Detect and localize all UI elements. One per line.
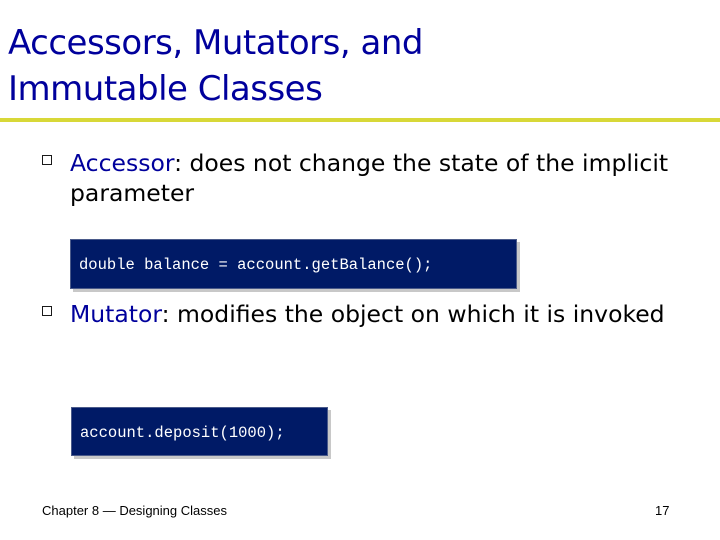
bullet-text: : does not change the state of the implicit parameter xyxy=(70,149,669,207)
page-number: 17 xyxy=(655,503,670,518)
code-snippet-accessor: double balance = account.getBalance(); xyxy=(70,239,517,289)
code-snippet-mutator: account.deposit(1000); xyxy=(71,407,328,456)
hollow-square-bullet-icon xyxy=(42,306,52,316)
bullet-text: : modifies the object on which it is invoked xyxy=(161,300,665,328)
bullet-accessor xyxy=(70,148,680,208)
title-divider xyxy=(0,118,720,122)
slide-title xyxy=(8,20,423,112)
hollow-square-bullet-icon xyxy=(42,155,52,165)
bullet-mutator xyxy=(70,299,680,329)
title-line-1: Accessors, Mutators, and xyxy=(8,23,423,63)
footer-chapter: Chapter 8 — Designing Classes xyxy=(42,503,227,518)
bullet-term: Accessor xyxy=(70,149,175,177)
bullet-term: Mutator xyxy=(70,300,162,328)
title-line-2: Immutable Classes xyxy=(8,69,323,109)
